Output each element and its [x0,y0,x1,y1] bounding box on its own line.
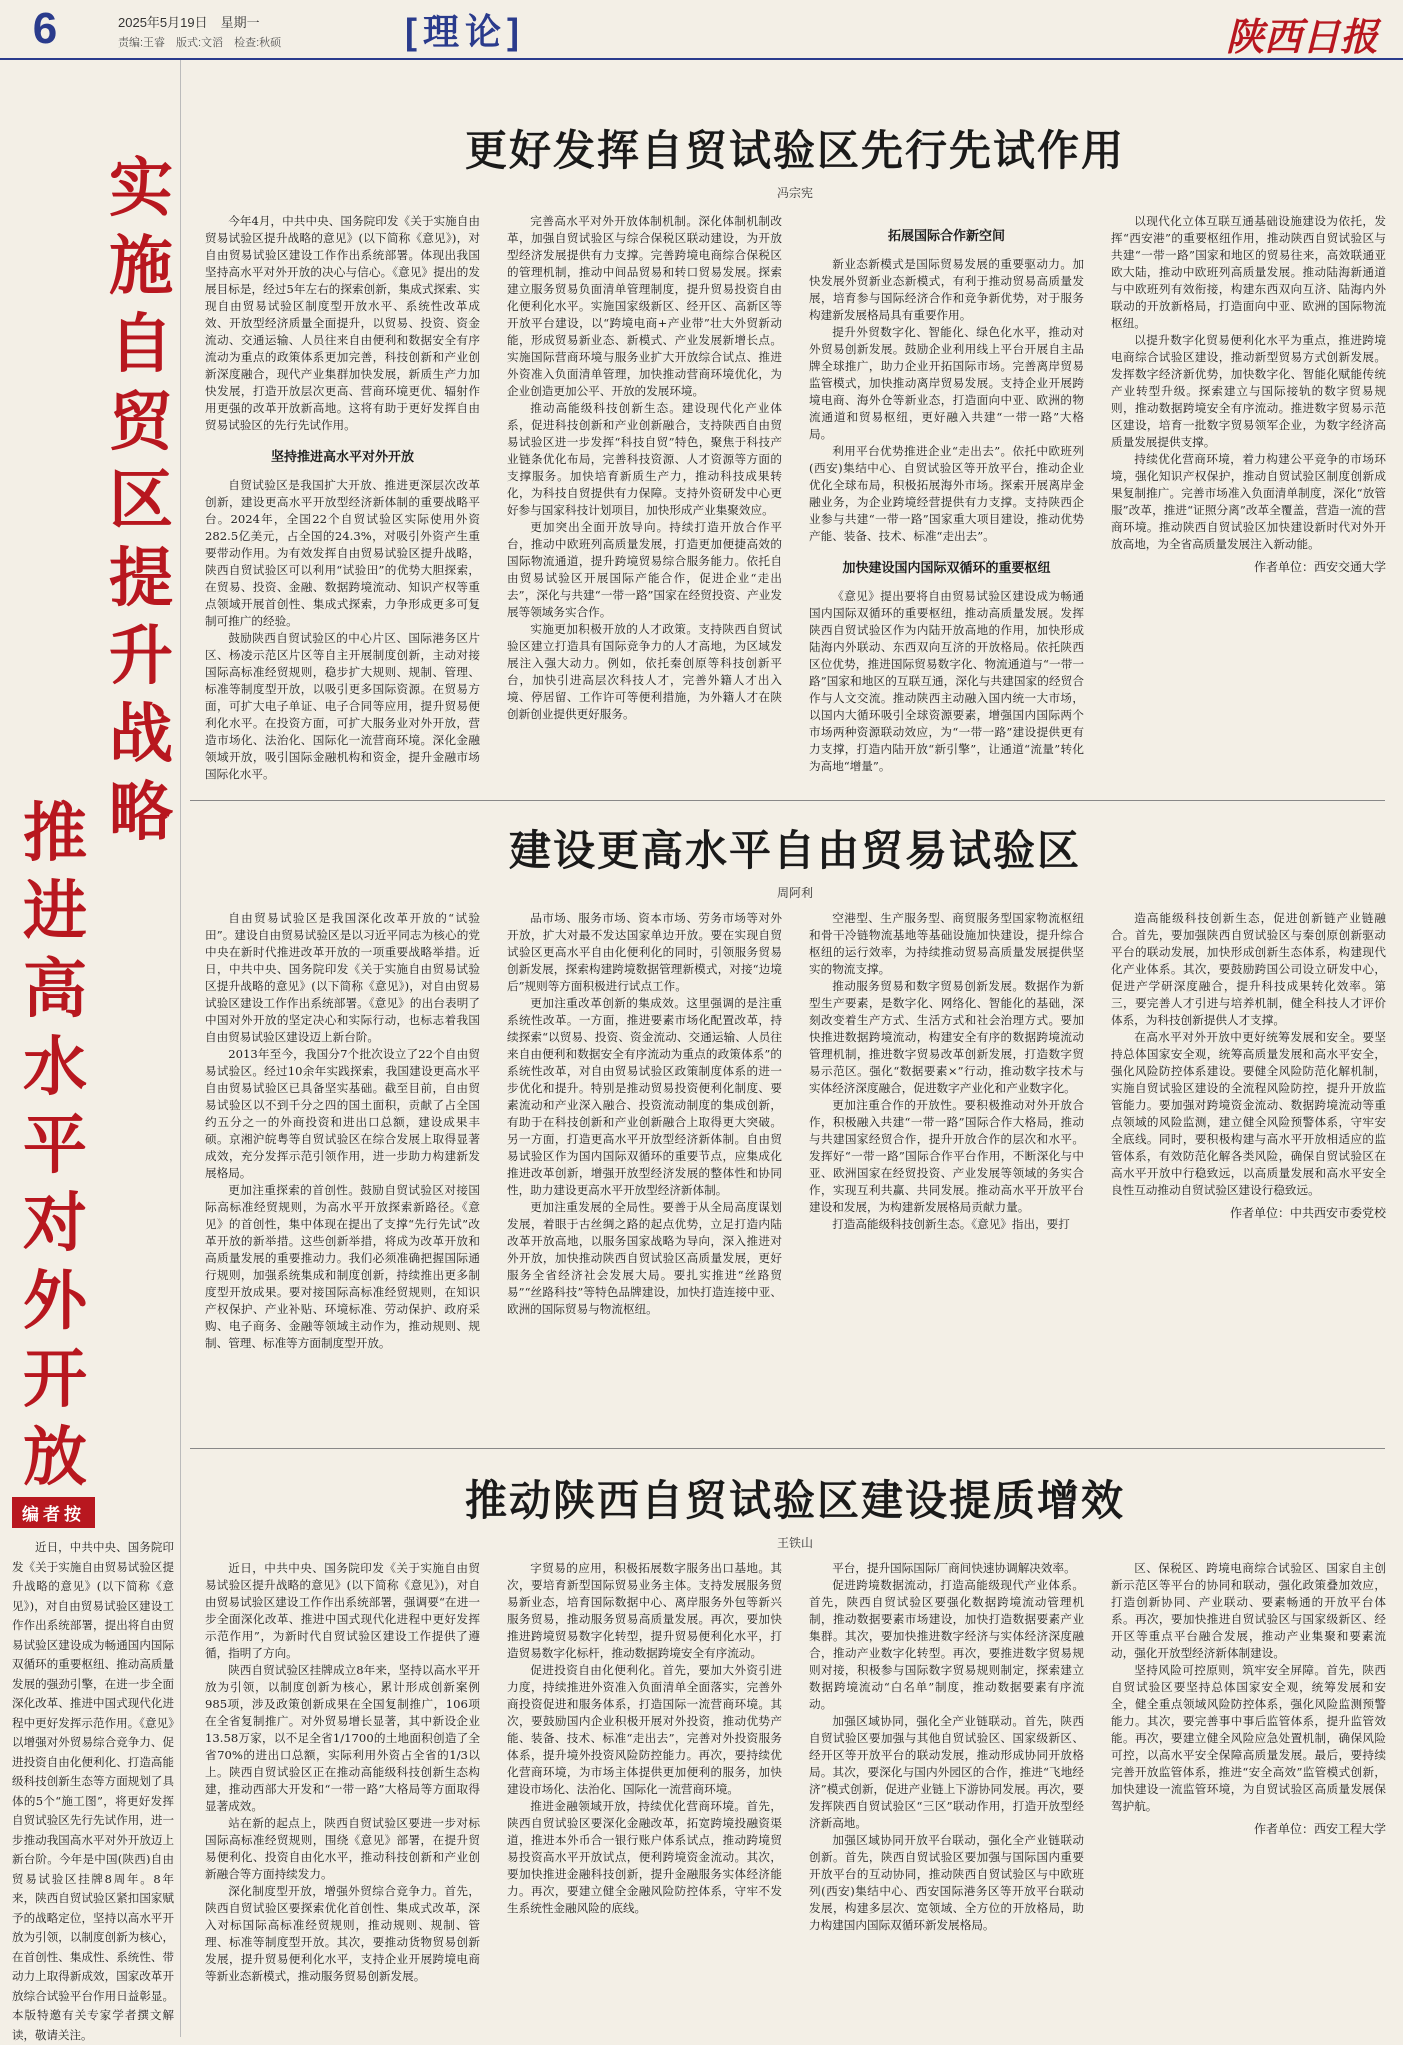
paragraph: 造高能级科技创新生态，促进创新链产业链融合。首先，要加强陕西自贸试验区与秦创原创新驱动平台的联动发展，加快形成创新生态体系，构建现代化产业体系。其次，要鼓励跨国公司设立研发中心，促进产学研深度融合，提升科技成果转化效率。第三，要完善人才引进与培养机制，健全科技人才评价体系，为科技创新提供人才支撑。 [1111,911,1386,1027]
article-column [1111,1560,1386,1838]
article-title: 推动陕西自贸试验区建设提质增效 [464,1476,1125,1525]
paragraph: 坚持风险可控原则，筑牢安全屏障。首先，陕西自贸试验区要坚持总体国家安全观，统筹发展和安全，健全重点领域风险防控体系，强化风险监测预警能力。其次，要完善事中事后监管体系，提升监管效能。再次，要建立健全风险应急处置机制，确保风险可控，以高水平安全保障高质量发展。最后，要持续完善开放监管体系，推进“安全高效”监管模式创新，加快建设一流监管环境，为自贸试验区高质量发展保驾护航。 [1111,1663,1386,1813]
paragraph: 陕西自贸试验区挂牌成立8年来，坚持以高水平开放为引领，以制度创新为核心，累计形成创新案例985项，涉及政策创新成果在全国复制推广，106项在全省复制推广。对外贸易增长显著，其中新设企业13.58万家，以不足全省1/1700的土地面积创造了全省70%的进出口总额，实际利用外资占全省的1/3以上。陕西自贸试验区正在推动高能级科技创新生态构建，推动西部大开发和“一带一路”大格局等方面取得显著成效。 [205,1663,480,1813]
paragraph: 推动服务贸易和数字贸易创新发展。数据作为新型生产要素，是数字化、网络化、智能化的基础，深刻改变着生产方式、生活方式和社会治理方式。要加快推进数据跨境流动，构建安全有序的数据跨境流动管理机制，推进数字贸易改革创新发展，打造数字贸易示范区。强化“数据要素×”行动，推动数字技术与实体经济深度融合，促进数字产业化和产业数字化。 [809,979,1084,1095]
paragraph: 实施更加积极开放的人才政策。支持陕西自贸试验区建立打造具有国际竞争力的人才高地，为区域发展注入强大动力。例如，依托秦创原等科技创新平台，加快引进高层次科技人才，完善外籍人才出入境、停居留、工作许可等便利措施，为外籍人才在陕创新创业提供更好服务。 [507,622,782,721]
paragraph: 自由贸易试验区是我国深化改革开放的“试验田”。建设自由贸易试验区是以习近平同志为核心的党中央在新时代推进改革开放的一项重要战略举措。近日，中共中央、国务院印发《关于实施自由贸易试验区提升战略的意见》(以下简称《意见》)，对自由贸易试验区建设工作作出系统部署。《意见》的出台表明了中国对外开放的坚定决心和实际行动，也标志着我国自由贸易试验区建设迈上新台阶。 [205,911,480,1044]
paragraph: 促进投资自由化便利化。首先，要加大外资引进力度，持续推进外资准入负面清单全面落实，完善外商投资促进和服务体系，打造国际一流营商环境。其次，要鼓励国内企业积极开展对外投资，推动优势产能、装备、技术、标准“走出去”，完善对外投资服务体系，提升境外投资风险防控能力。再次，要持续优化营商环境，为市场主体提供更加便利的服务，加快建设市场化、法治化、国际化一流营商环境。 [507,1663,782,1796]
article-column [809,213,1084,775]
paragraph: 更加注重合作的开放性。要积极推动对外开放合作，积极融入共建“一带一路”国际合作大格局，推动与共建国家经贸合作，提升开放合作的层次和水平。发挥好“一带一路”国际合作平台作用，不断深化与中亚、欧洲国家在经贸投资、产业发展等领域的务实合作，实现互利共赢、共同发展。推动高水平开放平台建设和发展，为构建新发展格局贡献力量。 [809,1098,1084,1214]
sidebar [0,60,181,2042]
masthead [0,0,1403,60]
paragraph: 打造高能级科技创新生态。《意见》指出，要打 [832,1217,1070,1231]
article-column [507,1560,782,1917]
article-column [1111,213,1386,576]
paragraph: 在高水平对外开放中更好统筹发展和安全。要坚持总体国家安全观，统筹高质量发展和高水平安全，强化风险防控体系建设。要健全风险防范化解机制，实施自贸试验区建设的全流程风险防控，提升开放监管能力。要加强对跨境资金流动、数据跨境流动等重点领域的风险监测，建立健全风险预警体系，守牢安全底线。同时，要积极构建与高水平开放相适应的监管体系，有效防范化解各类风险，确保自贸试验区在高水平开放中行稳致远，以高质量发展和高水平安全良性互动推动自贸试验区建设行稳致远。 [1111,1030,1386,1197]
paragraph: 字贸易的应用，积极拓展数字服务出口基地。其次，要培育新型国际贸易业务主体。支持发展服务贸易新业态，培育国际数据中心、离岸服务外包等新兴服务贸易，推动服务贸易高质量发展。再次，要加快推进跨境贸易数字化转型，提升贸易便利化水平，打造贸易数字化标杆，推动数据跨境安全有序流动。 [507,1561,782,1660]
author-affiliation: 作者单位：西安工程大学 [1253,1822,1386,1836]
editor-note [12,1497,174,2045]
article-column [809,1560,1084,1934]
paragraph: 站在新的起点上，陕西自贸试验区要进一步对标国际高标准经贸规则，围绕《意见》部署，在提升贸易便利化、投资自由化水平，推动科技创新和产业创新融合等方面持续发力。 [205,1816,480,1881]
page-number: 6 [32,4,58,53]
divider [190,1448,1385,1449]
paragraph: 更加注重改革创新的集成效。这里强调的是注重系统性改革。一方面，推进要素市场化配置改革，持续探索“以贸易、投资、资金流动、交通运输、人员往来自由便利和数据安全有序流动为重点的政策体系”的系统性改革，对自由贸易试验区政策制度体系的进一步优化和提升。特别是推动贸易投资便利化制度、要素流动和产业深入融合、投资流动制度的集成创新，有助于在科技创新和产业创新融合上取得更大突破。另一方面，打造更高水平开放型经济新体制。自由贸易试验区作为国内国际双循环的重要节点，应集成化推进改革创新，增强开放型经济发展的整体性和协同性，助力建设更高水平开放型经济新体制。 [507,996,782,1197]
article-author: 冯宗宪 [776,186,813,200]
editor-credits: 责编:王睿 版式:文滔 检查:秋硕 [118,37,282,49]
paragraph: 促进跨境数据流动，打造高能级现代产业体系。首先，陕西自贸试验区要强化数据跨境流动管理机制，推动数据要素市场建设，加快打造数据要素产业集群。其次，要加快推进数字经济与实体经济深度融合，推动产业数字化转型。再次，要推进数字贸易规则对接，积极参与国际数字贸易规则制定，探索建立数据跨境流动“白名单”制度，推动数据要素有序流动。 [809,1578,1084,1711]
article-column [205,1560,480,1985]
article-author: 周阿利 [776,886,813,900]
feature-headline [10,150,180,1495]
article-title: 建设更高水平自由贸易试验区 [508,826,1081,875]
article-column [507,910,782,1318]
paragraph: 推进金融领域开放，持续优化营商环境。首先，陕西自贸试验区要深化金融改革，拓宽跨境投融资渠道，推进本外币合一银行账户体系试点，推动跨境贸易投资高水平开放试点，便利跨境资金流动。其次，要加快推进金融科技创新，提升金融服务实体经济能力。再次，要建立健全金融风险防控体系，守牢不发生系统性金融风险的底线。 [507,1799,782,1915]
article-column [205,910,480,1352]
article-column [809,910,1084,1233]
paragraph: 更加注重发展的全局性。要善于从全局高度谋划发展，着眼于古丝绸之路的起点优势，立足打造内陆改革开放高地，以服务国家战略为导向，深入推进对外开放，加快推动陕西自贸试验区高质量发展，更好服务全省经济社会发展大局。要扎实推进“丝路贸易”“丝路科技”等特色品牌建设，加快打造连接中亚、欧洲的国际贸易与物流枢纽。 [507,1200,782,1316]
paragraph: 空港型、生产服务型、商贸服务型国家物流枢纽和骨干冷链物流基地等基础设施加快建设，提升综合枢纽的运行效率，为持续推动贸易高质量发展提供坚实的物流支撑。 [809,911,1084,976]
author-affiliation: 作者单位：中共西安市委党校 [1229,1206,1386,1220]
paragraph: 加强区域协同开放平台联动，强化全产业链联动创新。首先，陕西自贸试验区要加强与国际国内重要开放平台的互动协同，推动陕西自贸试验区与中欧班列(西安)集结中心、西安国际港务区等开放平台联动发展，构建多层次、宽领域、全方位的开放格局，助力构建国内国际双循环新发展格局。 [809,1833,1084,1932]
paragraph: 更加突出全面开放导向。持续打造开放合作平台，推动中欧班列高质量发展，打造更加便捷高效的国际物流通道，提升跨境贸易综合服务能力。依托自由贸易试验区开展国际产能合作，促进企业“走出去”，深化与共建“一带一路”国家在经贸投资、产业发展等领域务实合作。 [507,520,782,619]
author-affiliation: 作者单位：西安交通大学 [1253,560,1386,574]
article-column [507,213,782,723]
issue-date: 2025年5月19日 星期一 [118,15,260,30]
paragraph: 品市场、服务市场、资本市场、劳务市场等对外开放，扩大对最不发达国家单边开放。要在实现自贸试验区更高水平自由化便利化的同时，引领服务贸易创新发展，探索构建跨境数据管理新模式，对接“边境后”规则等方面积极进行试点工作。 [507,911,782,993]
paragraph: 区、保税区、跨境电商综合试验区、国家自主创新示范区等平台的协同和联动，强化政策叠加效应，打造创新协同、产业联动、要素畅通的开放平台体系。再次，要加快推进自贸试验区与国家级新区、经开区等重点平台融合发展，推动产业集聚和要素流动，强化开放型经济新体制建设。 [1111,1561,1386,1660]
paragraph: 提升外贸数字化、智能化、绿色化水平，推动对外贸易创新发展。鼓励企业利用线上平台开展自主品牌全球推广，助力企业开拓国际市场。完善离岸贸易监管模式，加快推动离岸贸易发展。支持企业开展跨境电商、海外仓等新业态，打造面向中亚、欧洲的物流通道和贸易枢纽，更好融入共建“一带一路”大格局。 [809,325,1084,441]
paragraph: 2013年至今，我国分7个批次设立了22个自由贸易试验区。经过10余年实践探索，我国建设更高水平自由贸易试验区已具备坚实基础。截至目前，自由贸易试验区以不到千分之四的国土面积，贡献了占全国约五分之一的外商投资和进出口总额，建设成果丰硕。京湘沪皖粤等自贸试验区在综合发展上取得显著成效，充分发挥示范引领作用，进一步助力构建新发展格局。 [205,1047,480,1180]
article-3 [205,1468,1385,2028]
newspaper-logo: 陕西日报 [1225,14,1378,59]
paragraph: 推动高能级科技创新生态。建设现代化产业体系，促进科技创新和产业创新融合，支持陕西自由贸易试验区进一步发挥“科技自贸”特色，聚焦于科技产业链条优化布局，完善科技资源、人才资源等方面的支撑服务。加快培育新质生产力，推动科技成果转化，为科技自贸提供有力保障。支持外资研发中心更好参与国家科技计划项目，加快形成产业集聚效应。 [507,401,782,517]
paragraph: 《意见》提出要将自由贸易试验区建设成为畅通国内国际双循环的重要枢纽，推动高质量发展。发挥陕西自贸试验区作为内陆开放高地的作用，加快形成陆海内外联动、东西双向互济的开放格局。依托陕西区位优势，推进国际贸易数字化、物流通道与“一带一路”国家和地区的互联互通，深化与共建国家的经贸合作与人文交流。推动陕西主动融入国内统一大市场，以国内大循环吸引全球资源要素，增强国内国际两个市场两种资源联动效应，为“一带一路”建设提供更有力支撑，打造内陆开放“新引擎”，让通道“流量”转化为高地“增量”。 [809,589,1084,773]
article-title: 更好发挥自贸试验区先行先试作用 [464,126,1125,175]
subheading: 坚持推进高水平对外开放 [270,449,414,464]
article-author: 王铁山 [776,1536,813,1550]
paragraph: 新业态新模式是国际贸易发展的重要驱动力。加快发展外贸新业态新模式，有利于推动贸易高质量发展，培育参与国际经济合作和竞争新优势，对于服务构建新发展格局具有重要作用。 [809,257,1084,322]
editor-note-text: 近日，中共中央、国务院印发《关于实施自由贸易试验区提升战略的意见》(以下简称《意见》)，对自由贸易试验区建设工作作出系统部署，提出将自由贸易试验区建设成为畅通国内国际双循环的重要枢纽、推动高质量发展的强劲引擎，在进一步全面深化改革、推进中国式现代化进程中更好发挥示范作用。《意见》以增强对外贸易综合竞争力、促进投资自由化便利化、打造高能级科技创新生态等方面规划了具体的5个“施工图”，将更好发挥自贸试验区先行先试作用，进一步推动我国高水平对外开放迈上新台阶。今年是中国(陕西)自由贸易试验区挂牌8周年。8年来，陕西自贸试验区紧扣国家赋予的战略定位，坚持以高水平开放为引领，以制度创新为核心，在首创性、集成性、系统性、带动力上取得新成效，国家改革开放综合试验平台作用日益彰显。本版特邀有关专家学者撰文解读，敬请关注。 [12,1540,174,2042]
paragraph: 加强区域协同，强化全产业链联动。首先，陕西自贸试验区要加强与其他自贸试验区、国家级新区、经开区等开放平台的联动发展，推动形成协同开放格局。其次，要深化与国内外园区的合作，推进“飞地经济”模式创新，促进产业链上下游协同发展。再次，要发挥陕西自贸试验区“三区”联动作用，打造开放型经济新高地。 [809,1714,1084,1830]
paragraph: 平台，提升国际国际厂商间快速协调解决效率。 [832,1561,1076,1575]
section-label: [理论] [405,11,525,52]
article-2 [205,818,1385,1458]
paragraph: 更加注重探索的首创性。鼓励自贸试验区对接国际高标准经贸规则，为高水平开放探索新路径。《意见》的首创性，集中体现在提出了支撑“先行先试”改革开放的新举措。这些创新举措，将成为改革开放和高质量发展的重要推动力。我们必须准确把握国际通行规则，加强系统集成和制度创新，持续推出更多制度型开放成果。要对接国际高标准经贸规则，在知识产权保护、产业补贴、环境标准、劳动保护、政府采购、电子商务、金融等领域主动作为，推动规则、规制、管理、标准等方面制度型开放。 [205,1183,480,1350]
paragraph: 以提升数字化贸易便利化水平为重点，推进跨境电商综合试验区建设，推动新型贸易方式创新发展。发挥数字经济新优势，加快数字化、智能化赋能传统产业转型升级。探索建立与国际接轨的数字贸易规则，推动数据跨境安全有序流动。推进数字贸易示范区建设，培育一批数字贸易领军企业，为数字经济高质量发展提供支撑。 [1111,333,1386,449]
paragraph: 以现代化立体互联互通基础设施建设为依托，发挥“西安港”的重要枢纽作用，推动陕西自贸试验区与共建“一带一路”国家和地区的贸易往来，高效联通亚欧大陆，推动中欧班列高质量发展。推动陆海新通道与中欧班列有效衔接，构建东西双向互济、陆海内外联动的开放新格局，打造面向中亚、欧洲的国际物流枢纽。 [1111,214,1386,330]
paragraph: 深化制度型开放，增强外贸综合竞争力。首先，陕西自贸试验区要探索优化首创性、集成式改革，深入对标国际高标准经贸规则，推动规则、规制、管理、标准等制度型开放。其次，要推动货物贸易创新发展，提升贸易便利化水平，支持企业开展跨境电商等新业态新模式，推动服务贸易创新发展。 [205,1884,480,1983]
article-column [205,213,480,783]
article-column [1111,910,1386,1222]
feature-headline-line2: 推进高水平对外开放 [23,797,87,1495]
paragraph: 今年4月，中共中央、国务院印发《关于实施自由贸易试验区提升战略的意见》(以下简称《意见》)，对自由贸易试验区建设工作作出系统部署。体现出我国坚持高水平对外开放的决心与信心。《意见》提出的发展目标是，经过5年左右的探索创新，集成式探索、实现自由贸易试验区制度型开放水平、系统性改革成效、开放型经济质量全面提升，以贸易、投资、资金流动、交通运输、人员往来自由便利和数据安全有序流动为重点的政策体系更加完善，科技创新和产业创新深度融合，现代产业集群加快发展，新质生产力加快发展，打造开放层次更高、营商环境更优、辐射作用更强的改革开放新高地。这将有助于更好发挥自由贸易试验区的先行先试作用。 [205,214,480,432]
subheading: 拓展国际合作新空间 [887,228,1005,243]
paragraph: 自贸试验区是我国扩大开放、推进更深层次改革创新，建设更高水平开放型经济新体制的重要战略平台。2024年，全国22个自贸试验区实际使用外资282.5亿美元，占全国的24.3%，对吸引外资产生重要带动作用。为有效发挥自由贸易试验区提升战略，陕西自贸试验区可以利用“试验田”的优势大胆探索，在贸易、投资、金融、数据跨境流动、知识产权等重点领域开展首创性、集成式探索，力争形成更多可复制可推广的经验。 [205,478,480,628]
editor-note-tag: 编者按 [12,1497,95,1528]
paragraph: 近日，中共中央、国务院印发《关于实施自由贸易试验区提升战略的意见》(以下简称《意见》)，对自由贸易试验区建设工作作出系统部署，强调要“在进一步全面深化改革、推进中国式现代化进程中更好发挥示范作用”，为新时代自贸试验区建设工作提供了遵循，指明了方向。 [205,1561,480,1660]
paragraph: 利用平台优势推进企业“走出去”。依托中欧班列(西安)集结中心、自贸试验区等开放平台，推动企业优化全球布局，积极拓展海外市场。探索开展离岸金融业务，为企业跨境经营提供有力支撑。支持陕西企业参与共建“一带一路”国家重大项目建设，推动优势产能、装备、技术、标准“走出去”。 [809,444,1084,543]
divider [190,800,1385,801]
article-1 [205,118,1386,781]
paragraph: 鼓励陕西自贸试验区的中心片区、国际港务区片区、杨凌示范区片区等自主开展制度创新，主动对接国际高标准经贸规则，稳步扩大规则、规制、管理、标准等制度型开放，以吸引更多国际资源。在贸易方面，可扩大电子单证、电子合同等应用，提升贸易便利化水平。在投资方面，可扩大服务业对外开放，营造市场化、法治化、国际化一流营商环境。深化金融领域开放，吸引国际金融机构和资金，提升金融市场国际化水平。 [205,631,480,781]
subheading: 加快建设国内国际双循环的重要枢纽 [842,560,1051,575]
feature-headline-line1: 实施自贸区提升战略 [109,152,173,850]
paragraph: 完善高水平对外开放体制机制。深化体制机制改革，加强自贸试验区与综合保税区联动建设，为开放型经济发展提供有力支撑。完善跨境电商综合保税区的管理机制，推动中间品贸易和转口贸易发展。探索建立服务贸易负面清单管理制度，提升贸易投资自由化便利化水平。实施国家级新区、经开区、高新区等开放平台建设，以“跨境电商+产业带”壮大外贸新动能，形成贸易新业态、新模式、产业发展新增长点。实施国际营商环境与服务业扩大开放综合试点、推进外资准入负面清单管理，加快推动营商环境优化，为企业创造更加公平、开放的发展环境。 [507,214,782,398]
paragraph: 持续优化营商环境，着力构建公平竞争的市场环境，强化知识产权保护，推动自贸试验区制度创新成果复制推广。完善市场准入负面清单制度，深化“放管服”改革，推进“证照分离”改革全覆盖，营造一流的营商环境。推动陕西自贸试验区加快建设新时代对外开放高地，为全省高质量发展注入新动能。 [1111,452,1386,551]
